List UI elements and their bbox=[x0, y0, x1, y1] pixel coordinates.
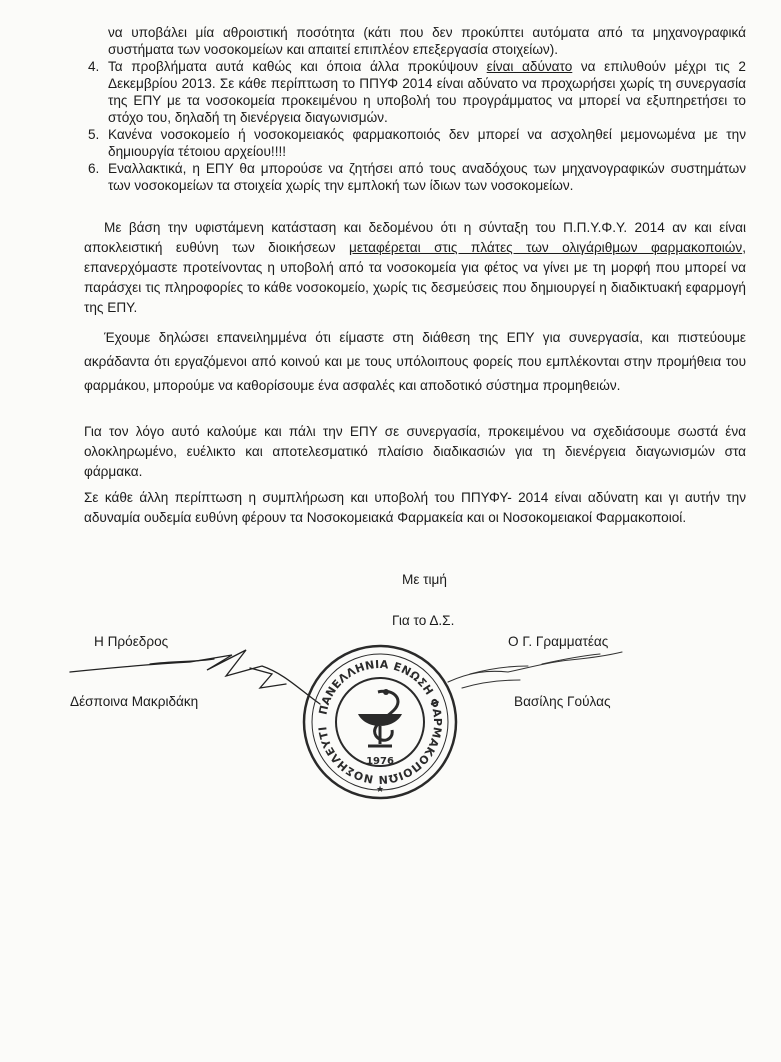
president-signature bbox=[70, 650, 320, 704]
association-stamp bbox=[304, 646, 456, 798]
secretary-title: Ο Γ. Γραμματέας bbox=[508, 634, 609, 649]
paragraph-text: Για τον λόγο αυτό καλούμε και πάλι την ΕΠΥ σε συνεργασία, προκειμένου να σχεδιάσουμε σωστά ένα ολοκληρωμένο, ευέλικτο και αποτελεσματικό πλαίσιο διαδικασιών για τη διενέργεια διαγωνισμών στα φάρμακα. bbox=[84, 424, 746, 479]
paragraph-text: Με βάση την υφιστάμενη κατάσταση και δεδομένου ότι η σύνταξη του Π.Π.Υ.Φ.Υ. 2014 αν και είναι αποκλειστική ευθύνη των διοικήσεων bbox=[84, 220, 746, 255]
paragraph-text: Σε κάθε άλλη περίπτωση η συμπλήρωση και υποβολή του ΠΠΥΦΥ- 2014 είναι αδύνατη και γι αυτήν την αδυναμία ουδεμία ευθύνη φέρουν τα Νοσοκομειακά Φαρμακεία και οι Νοσοκομειακοί Φαρμακοποιοί. bbox=[84, 490, 746, 525]
closing-for-board: Για το Δ.Σ. bbox=[392, 613, 455, 628]
stamp-star-icon: ★ bbox=[375, 784, 385, 794]
president-name: Δέσποινα Μακριδάκη bbox=[70, 694, 199, 709]
paragraph-text: Έχουμε δηλώσει επανειλημμένα ότι είμαστε στη διάθεση της ΕΠΥ για συνεργασία, και πιστεύουμε ακράδαντα ότι εργαζόμενοι από κοινού και με τους υπόλοιπους φορείς που εμπλέκονται στην προμήθεια του φαρμάκου, μπορούμε να καθορίσουμε ένα ασφαλές και αποδοτικό σύστημα προμηθειών. bbox=[84, 330, 746, 393]
list-item-text: Κανένα νοσοκομείο ή νοσοκομειακός φαρμακοποιός δεν μπορεί να ασχοληθεί μεμονωμένα με την δημιουργία τέτοιου αρχείου!!!! bbox=[108, 127, 746, 159]
list-item-text: να υποβάλει μία αθροιστική ποσότητα (κάτι που δεν προκύπτει αυτόματα από τα μηχανογραφικά συστήματα των νοσοκομείων και απαιτεί επιπλέον επεξεργασία στοιχείων). bbox=[108, 25, 746, 57]
list-item-number: 6. bbox=[88, 161, 100, 176]
president-title: Η Πρόεδρος bbox=[94, 634, 169, 649]
list-item-text: να επιλυθούν μέχρι τις 2 Δεκεμβρίου 2013. Σε κάθε περίπτωση το ΠΠΥΦ 2014 είναι αδύνατο να προχωρήσει χωρίς τη συνεργασία της ΕΠΥ με τα νοσοκομεία προκειμένου η υποβολή του προγράμματος να μπορεί να εξυπηρετήσει το στόχο του, δηλαδή τη διενέργεια διαγωνισμών. bbox=[108, 59, 746, 125]
underlined-text: είναι αδύνατο bbox=[486, 59, 573, 74]
stamp-year: 1976 bbox=[366, 756, 394, 767]
secretary-name: Βασίλης Γούλας bbox=[514, 694, 611, 709]
list-item-text: Εναλλακτικά, η ΕΠΥ θα μπορούσε να ζητήσει από τους αναδόχους των μηχανογραφικών συστημάτων των νοσοκομείων τα στοιχεία χωρίς την εμπλοκή των ίδιων των νοσοκομείων. bbox=[108, 161, 746, 193]
list-item-text: Τα προβλήματα αυτά καθώς και όποια άλλα προκύψουν bbox=[108, 59, 487, 74]
stamp-ring-text: ΠΑΝΕΛΛΗΝΙΑ ΕΝΩΣΗ ΦΑΡΜΑΚΟΠΟΙΩΝ ΝΟΣΗΛΕΥΤΙ bbox=[316, 657, 445, 787]
underlined-text: μεταφέρεται στις πλάτες των ολιγάριθμων φαρμακοποιών bbox=[349, 240, 743, 255]
list-item-number: 5. bbox=[88, 127, 100, 142]
secretary-signature bbox=[448, 652, 622, 688]
paragraph-text: , επανερχόμαστε προτείνοντας η υποβολή από τα νοσοκομεία για φέτος να γίνει με τη μορφή που μπορεί να παράσχει τις πληροφορίες το κάθε νοσοκομείο, χωρίς τις δεσμεύσεις που δημιουργεί η διαδικτυακή εφαρμογή της ΕΠΥ. bbox=[84, 240, 746, 315]
closing-regards: Με τιμή bbox=[402, 572, 447, 587]
list-item-number: 4. bbox=[88, 59, 100, 74]
